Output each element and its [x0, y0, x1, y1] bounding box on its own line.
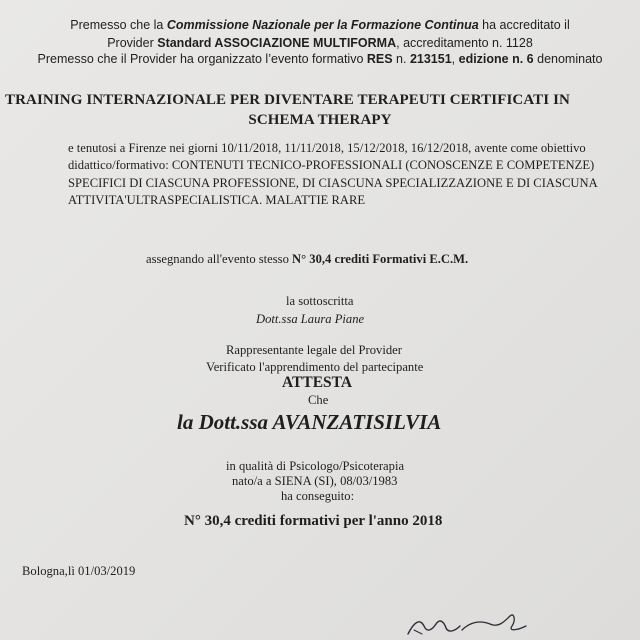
qualification: in qualità di Psicologo/Psicoterapia [226, 459, 405, 473]
handwritten-signature [400, 600, 540, 640]
verified-statement: Verificato l'apprendimento del partecipante [206, 360, 424, 374]
credits-obtained: N° 30,4 crediti formativi per l'anno 2018 [184, 513, 443, 529]
intro-text: ha accreditato il [478, 18, 570, 32]
che-label: Che [308, 393, 329, 407]
intro-text: denominato [533, 52, 603, 66]
intro-text: Provider [107, 36, 158, 50]
credits-assigned-text: assegnando all'evento stesso [146, 252, 293, 266]
commission-name: Commissione Nazionale per la Formazione Continua [166, 18, 479, 32]
credits-assigned [146, 252, 468, 267]
attesta-heading: ATTESTA [282, 374, 353, 391]
event-title-line-1: TRAINING INTERNAZIONALE PER DIVENTARE TERAPEUTI CERTIFICATI IN [5, 92, 570, 108]
signatory-role: Rappresentante legale del Provider [226, 343, 402, 357]
event-title-line-2: SCHEMA THERAPY [248, 112, 392, 128]
signatory-name: Dott.ssa Laura Piane [256, 312, 365, 326]
event-number: 213151 [409, 52, 452, 66]
edition-number: edizione n. 6 [458, 52, 534, 66]
intro-text: Premesso che il Provider ha organizzato l’evento formativo [37, 52, 367, 66]
participant-name: la Dott.ssa AVANZATISILVIA [177, 410, 442, 434]
place-date: Bologna,lì 01/03/2019 [22, 564, 136, 578]
obtained-label: ha conseguito: [281, 489, 355, 503]
event-details-line-2: didattico/formativo: CONTENUTI TECNICO-PROFESSIONALI (CONOSCENZE E COMPETENZE) [68, 158, 595, 172]
intro-text: , [451, 52, 459, 66]
birth-info: nato/a a SIENA (SI), 08/03/1983 [232, 474, 398, 488]
event-details-line-4: ATTIVITA'ULTRASPECIALISTICA. MALATTIE RARE [68, 193, 366, 207]
intro-line-1 [0, 16, 640, 34]
intro-text: n. [392, 52, 410, 66]
provider-name: Standard ASSOCIAZIONE MULTIFORMA [157, 36, 397, 50]
intro-text: Premesso che la [70, 18, 167, 32]
credits-assigned-value: N° 30,4 crediti Formativi E.C.M. [292, 252, 469, 266]
intro-text: , accreditamento n. 1128 [396, 36, 533, 50]
event-details-line-1: e tenutosi a Firenze nei giorni 10/11/2018, 11/11/2018, 15/12/2018, 16/12/2018, avente come obiettivo [68, 141, 586, 155]
event-type: RES [366, 52, 393, 66]
intro-line-3 [0, 50, 640, 68]
event-details-line-3: SPECIFICI DI CIASCUNA PROFESSIONE, DI CIASCUNA SPECIALIZZAZIONE E DI CIASCUNA [68, 176, 598, 190]
signatory-label: la sottoscritta [286, 294, 354, 308]
